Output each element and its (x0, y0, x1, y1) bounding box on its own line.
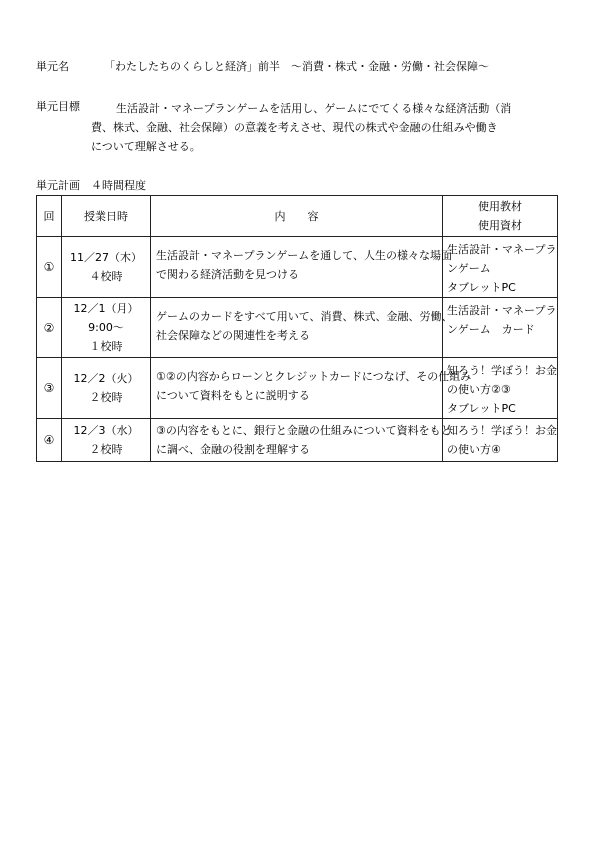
row-materials (443, 237, 558, 298)
row-materials-line: タブレットPC (447, 281, 516, 294)
unit-name-label: 単元名 (36, 60, 69, 73)
row-date-line: 11／27（木） (70, 251, 142, 264)
row-materials-line: タブレットPC (447, 402, 516, 415)
row-materials (443, 358, 558, 419)
row-materials (443, 298, 558, 358)
table-header-row (37, 196, 558, 237)
row-content (151, 237, 453, 298)
header-date: 授業日時 (62, 196, 151, 237)
header-materials (443, 196, 558, 237)
row-materials-line: の使い方②③ (447, 383, 511, 396)
unit-plan-table (36, 195, 558, 462)
row-content (151, 298, 453, 358)
row-date-line: ２校時 (89, 443, 123, 456)
row-materials-line: 生活設計・マネープラ (447, 243, 557, 256)
row-date-line: 12／3（水） (73, 424, 139, 437)
header-content: 内 容 (151, 196, 443, 237)
table-row (37, 419, 558, 462)
row-date (62, 358, 151, 419)
row-materials-line: 知ろう！学ぼう！お金 (447, 424, 557, 437)
row-content-line: ①②の内容からローンとクレジットカードにつなげ、その仕組み (156, 370, 472, 383)
unit-name-value: 「わたしたちのくらしと経済」前半 ～消費・株式・金融・労働・社会保障～ (104, 60, 489, 73)
unit-goal-line: 生活設計・マネープランゲームを活用し、ゲームにでてくる様々な経済活動（消 (116, 102, 512, 115)
table-row (37, 298, 558, 358)
unit-goal-text (91, 99, 511, 156)
row-materials (443, 419, 558, 462)
row-date-line: 12／1（月） (73, 302, 139, 315)
header-materials-line2: 使用資材 (478, 219, 522, 232)
row-date-line: ４校時 (89, 270, 123, 283)
row-date-line: ２校時 (89, 391, 123, 404)
row-date-line: 12／2（火） (73, 372, 139, 385)
row-content-line: 社会保障などの関連性を考える (156, 329, 310, 342)
row-num: ③ (37, 358, 62, 419)
row-materials-line: の使い方④ (447, 443, 501, 456)
row-date-line: 9:00～ (88, 321, 124, 334)
table-row (37, 358, 558, 419)
row-content (151, 358, 472, 419)
row-content-line: ゲームのカードをすべて用いて、消費、株式、金融、労働、 (156, 310, 453, 323)
table-row (37, 237, 558, 298)
unit-name-row (36, 59, 489, 75)
header-num: 回 (37, 196, 62, 237)
row-content (151, 419, 452, 462)
unit-goal-line: 費、株式、金融、社会保障）の意義を考えさせ、現代の株式や金融の仕組みや働き (91, 121, 498, 134)
row-content-line: で関わる経済活動を見つける (156, 268, 299, 281)
row-content-line: 生活設計・マネープランゲームを通して、人生の様々な場面 (156, 249, 453, 262)
unit-goal-label: 単元目標 (36, 100, 80, 113)
row-materials-line: 知ろう！学ぼう！お金 (447, 364, 557, 377)
header-materials-line1: 使用教材 (478, 200, 522, 213)
row-date (62, 419, 151, 462)
row-content-line: に調べ、金融の役割を理解する (156, 443, 310, 456)
row-content-line: について資料をもとに説明する (156, 389, 310, 402)
row-content-line: ③の内容をもとに、銀行と金融の仕組みについて資料をもと (156, 424, 452, 437)
row-date (62, 237, 151, 298)
row-date-line: １校時 (89, 340, 123, 353)
row-materials-line: 生活設計・マネープラ (447, 304, 557, 317)
row-num: ① (37, 237, 62, 298)
plan-heading: 単元計画 ４時間程度 (36, 179, 146, 192)
row-materials-line: ンゲーム カード (447, 323, 535, 336)
row-date (62, 298, 151, 358)
unit-goal-line: について理解させる。 (91, 140, 201, 153)
row-materials-line: ンゲーム (447, 262, 491, 275)
row-num: ④ (37, 419, 62, 462)
row-num: ② (37, 298, 62, 358)
